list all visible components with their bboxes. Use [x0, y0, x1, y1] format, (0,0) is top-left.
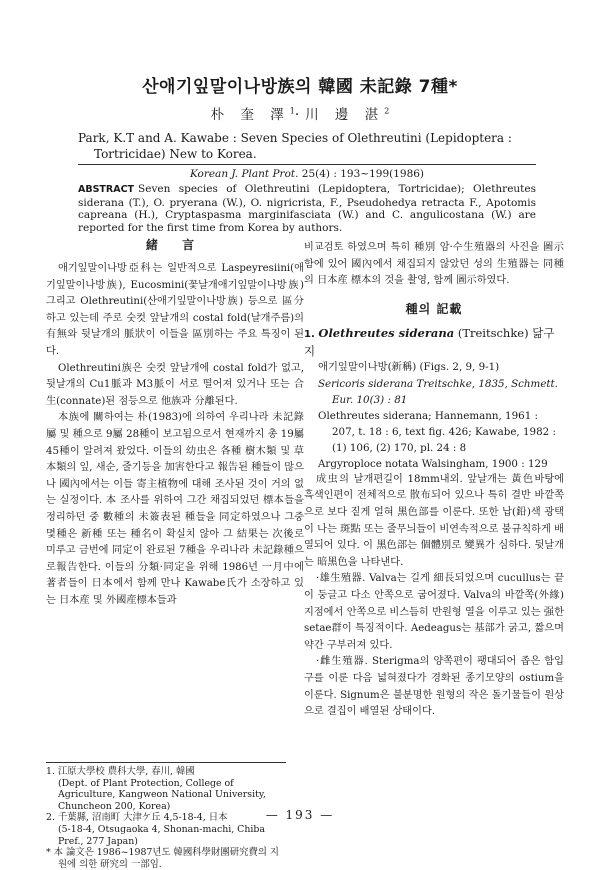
- species-scientific-name: Olethreutes siderana: [318, 325, 455, 340]
- footnote-2-english: (5-18-4, Otsugaoka 4, Shonan-machi, Chiba Pref., 277 Japan): [58, 823, 265, 847]
- abstract-text: Seven species of Olethreutini (Lepidoptera, Tortricidae); Olethreutes siderana (T.), O. pryerana (W.), O. nigricrista, F., Pseudohedya retracta F., Apotomis capreana (H.), Cryptaspasma marginifasciata (W.) and C. angulicostana (W.) are reported for the first time from Korea by authors.: [78, 183, 536, 234]
- author-2-affil: 2: [384, 106, 390, 116]
- journal-name: Korean J. Plant Prot.: [189, 168, 299, 180]
- synonymy-list: [304, 376, 564, 472]
- intro-paragraph-2: Olethreutini族은 숫컷 앞날개에 costal fold가 없고, 뒷날개의 Cu1脈과 M3脈이 서로 떨어져 있거나 또는 合生(connate)된 점등으로 他族과 分離된다.: [46, 362, 304, 407]
- synonym-2: Olethreutes siderana; Hannemann, 1961 : 207, t. 18 : 6, text fig. 426; Kawabe, 1982 : (1) 106, (2) 170, pl. 24 : 8: [318, 409, 556, 454]
- footnote-1-english: (Dept. of Plant Protection, College of Agriculture, Kangweon National University, Chuncheon 200, Korea): [58, 777, 266, 812]
- species-1-heading: [304, 325, 564, 359]
- author-2: 川 邊 湛: [305, 107, 385, 123]
- species-author: (Treitschke) 닮구지: [304, 325, 555, 358]
- synonym-1: Sericoris siderana Treitschke, 1835, Schmett. Eur. 10(3) : 81: [318, 377, 558, 406]
- male-genitalia-description: ·雄生殖器. Valva는 길게 細長되었으며 cucullus는 끝이 둥글고 다소 안쪽으로 굽어졌다. Valva의 바깥쪽(外緣) 지점에서 안쪽으로 비스듬히 반원형 열을 이루고 있는 强한 setae群이 특징적이다. Aedeagus는 基部가 굵고, 짧으며 약간 구부러져 있다.: [304, 573, 564, 651]
- left-column: [46, 236, 304, 609]
- header-rule: [78, 164, 536, 165]
- footnote-2-korean: 2. 千葉縣, 沼南町 大津ケ丘 4,5-18-4, 日本: [46, 812, 228, 824]
- author-1: 朴 奎 澤: [210, 107, 290, 123]
- introduction-heading: 緒 言: [145, 238, 205, 252]
- journal-volume: 25(4) : 193~199(1986): [298, 168, 425, 180]
- author-separator: ·: [294, 107, 306, 123]
- adult-description: 成虫의 날개편길이 18mm내외. 앞날개는 黃色바탕에 흑색인편이 전체적으로 散布되어 있으나 특히 결반 바깥쪽으로 보다 짙게 얼혀 黑色部를 이룬다. 또한 납(鉛)색 광택이 나는 斑點 또는 줄무늬들이 비연속적으로 불규칙하게 배열되어 있다. 이 黑色部는 個體別로 變異가 심하다. 뒷날개는 暗黑色을 나타낸다.: [304, 473, 564, 568]
- page-number: — 193 —: [265, 808, 335, 822]
- synonym-3: Argyroploce notata Walsingham, 1900 : 129: [318, 457, 548, 470]
- author-1-affil: 1: [289, 106, 295, 116]
- authors-korean: [0, 103, 600, 123]
- intro-paragraph-1: 애기잎말이나방亞科는 일반적으로 Laspeyresiini(애기잎말이나방族), Eucosmini(꽃날개애기잎말이나방族) 그리고 Olethreutini(산애기잎말이나방族) 등으로 區分하고 있는데 주로 숫컷 앞날개의 costal fold(날개주름)의 有無와 뒷날개의 脈狀이 이들을 區別하는 주요 특징이 된다.: [46, 263, 304, 357]
- footnote-1-korean: 1. 江原大學校 農科大學, 春川, 韓國: [46, 766, 195, 777]
- paper-title: 산애기잎말이나방族의 韓國 未記錄 7種*: [142, 77, 458, 97]
- intro-paragraph-continued: 비교검토 하였으며 특히 種別 암·수生殖器의 사진을 圖示함에 있어 國內에서 채집되지 않았던 성의 生殖器는 同種의 日本産 標本의 것을 촬영, 함께 圖示하였다.: [304, 242, 564, 287]
- citation-line-2: Tortricidae) New to Korea.: [94, 147, 257, 161]
- right-column: [304, 240, 564, 721]
- species-description-heading: 種의 記載: [405, 301, 463, 316]
- citation-line-1: Park, K.T and A. Kawabe : Seven Species of Olethreutini (Lepidoptera :: [78, 131, 512, 145]
- abstract-label: ABSTRACT: [78, 184, 135, 195]
- journal-reference: [78, 168, 536, 180]
- abstract: [78, 183, 536, 234]
- intro-paragraph-3: 本族에 關하여는 朴(1983)에 의하여 우리나라 未記錄屬 및 種으로 9屬 28種이 보고됨으로서 현재까지 총 19屬 45種이 알려져 왔었다. 이들의 幼虫은 各種 樹木類 및 草本類의 잎, 새순, 줄기등을 加害한다고 報告된 種들이 많으나 國內에서는 이들 寄主植物에 대해 조사된 것이 거의 없는 실정이다. 本 조사를 위하여 그간 채집되었던 標本들을 정리하던 중 數種의 未簽表된 種들을 同定하였으나 그중 몇種은 新種 또는 種名이 확실치 않아 그 結果는 次後로 미루고 금번에 同定이 완료된 7種을 우리나라 未記錄種으로報告한다. 이들의 分類·同定을 위해 1986년 一月中에 著者들이 日本에서 함께 만나 Kawabe氏가 소장하고 있는 日本産 및 外國産標本들과: [46, 412, 304, 606]
- species-common-name: 애기잎말이나방(新稱) (Figs. 2, 9, 9-1): [318, 360, 500, 373]
- footnote-rule: [46, 762, 286, 763]
- footnote-3: * 本 論文은 1986~1987년도 韓國科學財團研究費의 지원에 의한 研究의 一部임.: [46, 847, 279, 870]
- authors-english-citation: [78, 130, 538, 162]
- female-genitalia-description: ·雌生殖器. Sterigma의 양쪽편이 팽대되어 좁은 함입구를 이룬 다음 넓혀졌다가 경화된 종기모양의 ostium을 이룬다. Signum은 불분명한 원형의 작은 돌기물들이 원상으로 결집이 배열된 상태이다.: [304, 656, 564, 718]
- species-number: 1.: [304, 328, 315, 340]
